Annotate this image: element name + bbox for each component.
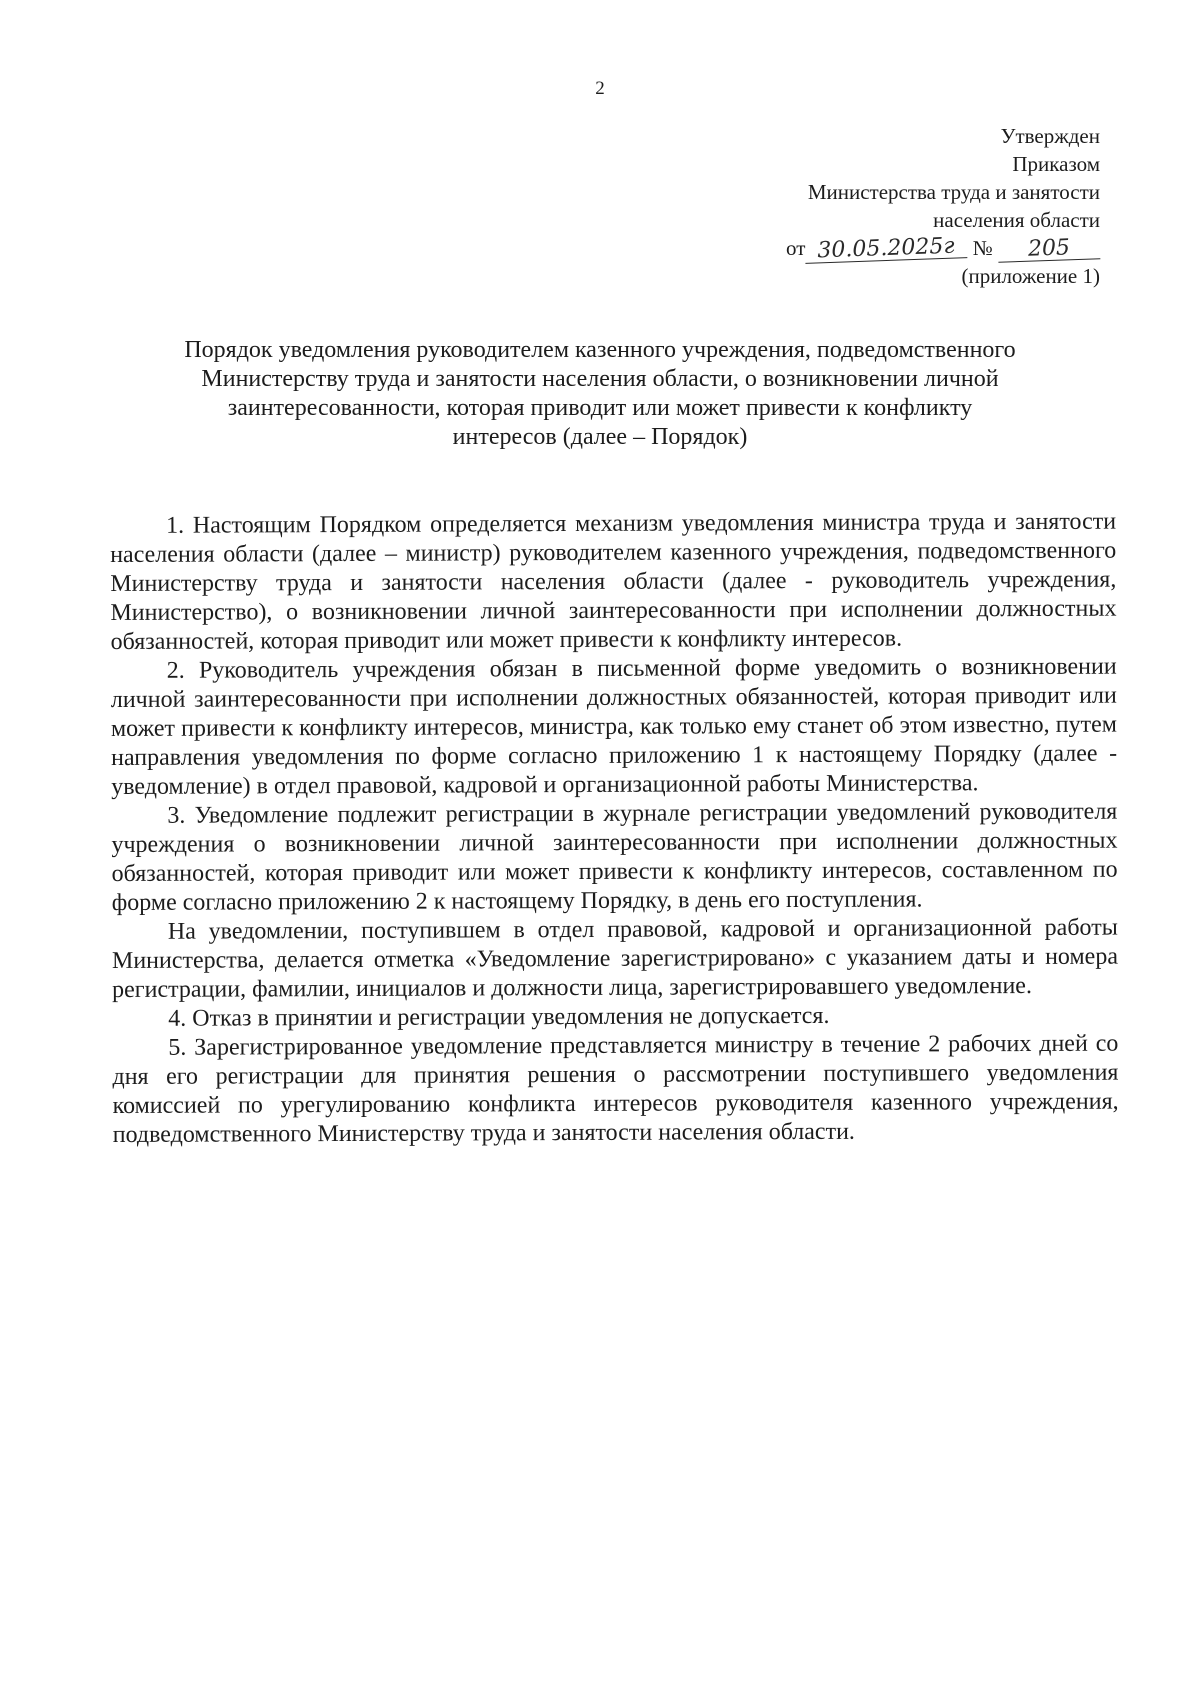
approval-line-region: населения области (933, 208, 1100, 232)
document-title (100, 336, 1100, 452)
title-line-3: заинтересованности, которая приводит или может привести к конфликту (227, 395, 973, 421)
page-number: 2 (595, 78, 605, 99)
document-body (110, 508, 1119, 1150)
handwritten-date: 30.05.2025г (805, 235, 968, 264)
paragraph-1: 1. Настоящим Порядком определяется механизм уведомления министра труда и занятости населения области (далее – министр) руководителем казенного учреждения, подведомственного Министерству труда и занятости населения области (далее - руководитель учреждения, Министерство), о возникновении личной заинтересованности при исполнении должностных обязанностей, которая приводит или может привести к конфликту интересов. (110, 508, 1117, 655)
paragraph-2: 2. Руководитель учреждения обязан в письменной форме уведомить о возникновении личной заинтересованности при исполнении должностных обязанностей, которая приводит или может привести к конфликту интересов, министра, как только ему станет об этом известно, путем направления уведомления по форме согласно приложению 1 к настоящему Порядку (далее - уведомление) в отдел правовой, кадровой и организационной работы Министерства. (110, 653, 1118, 800)
approval-date-number-line (786, 234, 1100, 262)
paragraph-4: 4. Отказ в принятии и регистрации уведомления не допускается. (168, 1002, 830, 1032)
approval-block (786, 122, 1100, 290)
title-line-1: Порядок уведомления руководителем казенного учреждения, подведомственного (184, 337, 1016, 363)
approval-line-approved: Утвержден (1000, 124, 1100, 148)
handwritten-number: 205 (998, 236, 1101, 263)
paragraph-5: 5. Зарегистрированное уведомление представляется министру в течение 2 рабочих дней со дня его регистрации для принятия решения о рассмотрении поступившего уведомления комиссией по урегулированию конфликта интересов руководителя казенного учреждения, подведомственного Министерству труда и занятости населения области. (112, 1030, 1119, 1148)
annex-label: (приложение 1) (961, 264, 1100, 288)
date-prefix: от (786, 236, 806, 260)
title-line-4: интересов (далее – Порядок) (452, 424, 748, 450)
approval-line-ministry: Министерства труда и занятости (807, 180, 1100, 204)
number-label: № (972, 236, 993, 260)
paragraph-3: 3. Уведомление подлежит регистрации в журнале регистрации уведомлений руководителя учреждения о возникновении личной заинтересованности при исполнении должностных обязанностей, которая приводит или может привести к конфликту интересов, составленном по форме согласно приложению 2 к настоящему Порядку, в день его поступления. (111, 798, 1118, 916)
paragraph-3-continued: На уведомлении, поступившем в отдел правовой, кадровой и организационной работы Министерства, делается отметка «Уведомление зарегистрировано» с указанием даты и номера регистрации, фамилии, инициалов и должности лица, зарегистрировавшего уведомление. (111, 914, 1119, 1003)
approval-line-order: Приказом (1012, 152, 1100, 176)
title-line-2: Министерству труда и занятости населения области, о возникновении личной (201, 366, 999, 392)
